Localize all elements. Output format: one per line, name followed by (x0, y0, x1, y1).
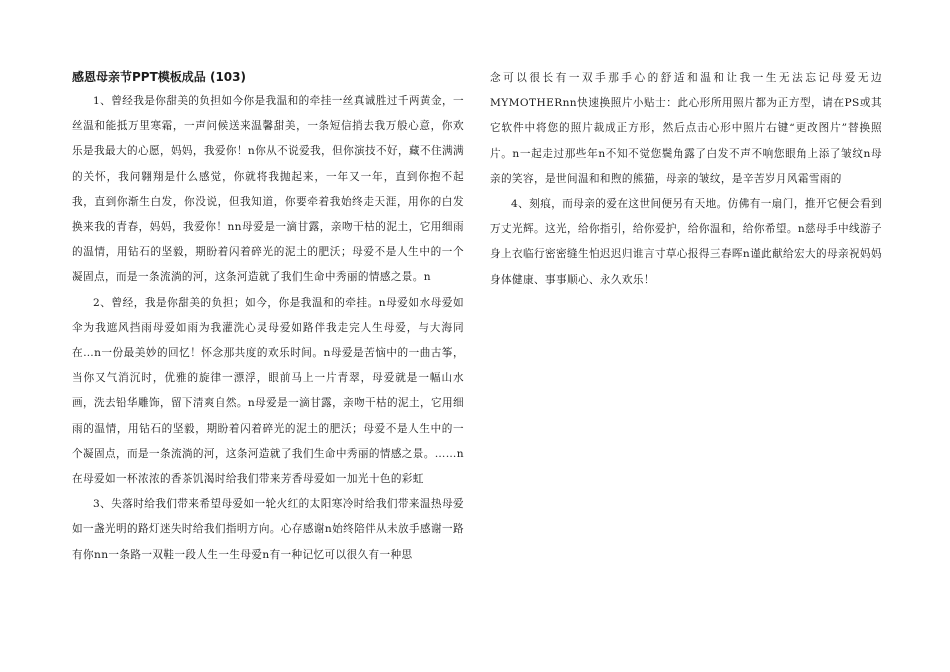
paragraph-3-continued: 念可以很长有一双手那手心的舒适和温和让我一生无法忘记母爱无边MYMOTHERnn快速换照片小贴士：此心形所用照片都为正方型，请在PS或其它软件中将您的照片裁成正方形，然后点击心形中照片右键“更改图片”替换照片。n一起走过那些年n不知不觉您鬓角露了白发不声不响您眼角上添了皱纹n母亲的笑容，是世间温和和煦的熊猫，母亲的皱纹，是辛苦岁月风霜雪雨的 (490, 72, 882, 185)
paragraph-1: 1、曾经我是你甜美的负担如今你是我温和的牵挂一丝真诚胜过千两黄金，一丝温和能抵万里寒霜，一声问候送来温馨甜美，一条短信捎去我万般心意，你欢乐是我最大的心愿，妈妈，我爱你！n你从不说爱我，但你演技不好，藏不住满满的关怀，我问翱翔是什么感觉，你就将我抛起来，一年又一年，直到你抱不起我，直到你渐生白发，你没说，但我知道，你要牵着我始终走天涯，用你的白发换来我的青春，妈妈，我爱你！nn母爱是一滴甘露，亲吻干枯的泥土，它用细雨的温情，用钻石的坚毅，期盼着闪着碎光的泥土的肥沃；母爱不是人生中的一个凝固点，而是一条流淌的河，这条河造就了我们生命中秀丽的情感之景。n (72, 95, 465, 284)
paragraph-4: 4、刻痕，而母亲的爱在这世间便另有天地。仿佛有一扇门，推开它便会看到万丈光辉。这光，给你指引，给你爱护，给你温和，给你希望。n慈母手中线游子身上衣临行密密缝生怕迟迟归谁言寸草心报得三春晖n谨此献给宏大的母亲祝妈妈身体健康、事事顺心、永久欢乐！ (490, 198, 883, 286)
document-title: 感恩母亲节PPT模板成品 (103) (72, 70, 246, 84)
left-column (72, 66, 464, 568)
paragraph-2: 2、曾经，我是你甜美的负担；如今，你是我温和的牵挂。n母爱如水母爱如伞为我遮风挡雨母爱如雨为我灌洗心灵母爱如路伴我走完人生母爱，与大海同在…n一份最美妙的回忆！怀念那共度的欢乐时间。n母爱是苦恼中的一曲古筝，当你又气消沉时，优雅的旋律一漂浮，眼前马上一片青翠，母爱就是一幅山水画，洗去铅华雕饰，留下清爽自然。n母爱是一滴甘露，亲吻干枯的泥土，它用细雨的温情，用钻石的坚毅，期盼着闪着碎光的泥土的肥沃；母爱不是人生中的一个凝固点，而是一条流淌的河，这条河造就了我们生命中秀丽的情感之景。……n在母爱如一杯浓浓的香茶饥渴时给我们带来芳香母爱如一加光十色的彩虹 (72, 296, 465, 486)
paragraph-3: 3、失落时给我们带来希望母爱如一轮火红的太阳寒冷时给我们带来温热母爱如一盏光明的路灯迷失时给我们指明方向。心存感谢n始终陪伴从未放手感谢一路有你nn一条路一双鞋一段人生一生母爱n有一种记忆可以很久有一种思 (72, 498, 465, 561)
right-column (490, 66, 882, 293)
